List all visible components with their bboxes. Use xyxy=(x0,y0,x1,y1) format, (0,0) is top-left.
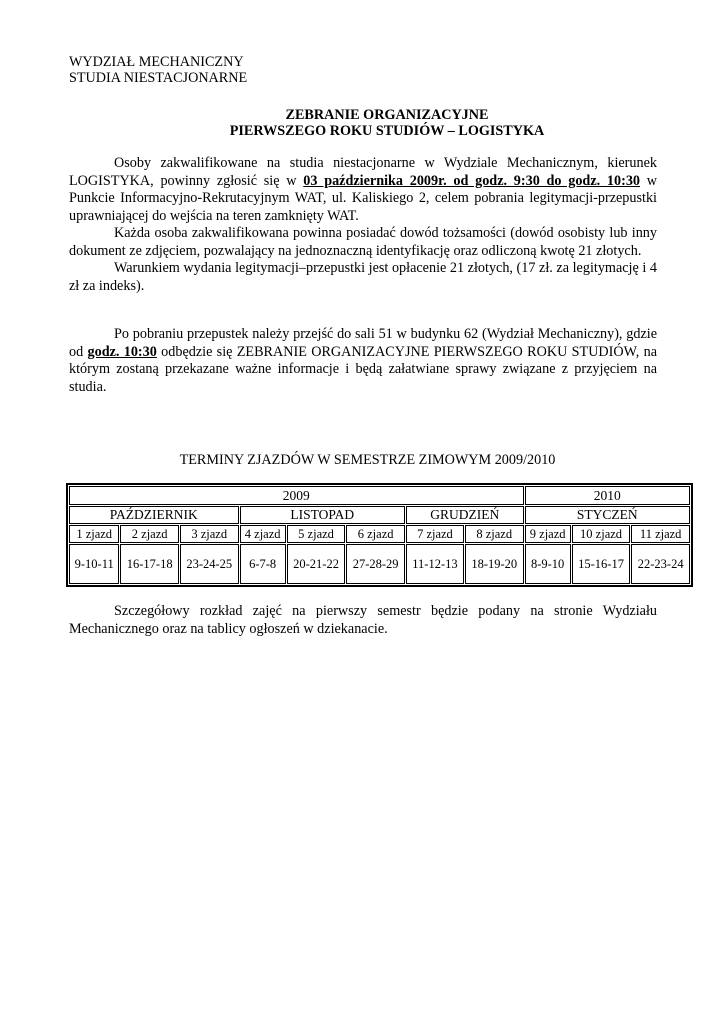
session-cell: 1 zjazd xyxy=(69,525,119,543)
month-cell: STYCZEŃ xyxy=(525,506,690,524)
month-cell: PAŹDZIERNIK xyxy=(69,506,239,524)
date-cell: 27-28-29 xyxy=(346,544,405,584)
date-cell: 16-17-18 xyxy=(120,544,179,584)
table-row-months xyxy=(69,506,690,524)
session-cell: 4 zjazd xyxy=(240,525,286,543)
paragraph-fee: Warunkiem wydania legitymacji–przepustki jest opłacenie 21 złotych, (17 zł. za legitymację i 4 zł za indeks). xyxy=(69,260,657,294)
month-cell: LISTOPAD xyxy=(240,506,405,524)
session-cell: 6 zjazd xyxy=(346,525,405,543)
footer-paragraph-wrap xyxy=(69,603,657,638)
document-title xyxy=(0,107,724,139)
session-cell: 7 zjazd xyxy=(406,525,464,543)
year-cell: 2010 xyxy=(525,486,690,505)
date-cell: 9-10-11 xyxy=(69,544,119,584)
month-cell: GRUDZIEŃ xyxy=(406,506,524,524)
paragraph-id-requirement: Każda osoba zakwalifikowana powinna posiadać dowód tożsamości (dowód osobisty lub inny dokument ze zdjęciem, pozwalający na jednoznaczną identyfikację oraz odliczoną kwotę 21 złotych. xyxy=(69,225,657,259)
paragraph-meeting: Po pobraniu przepustek należy przejść do sali 51 w budynku 62 (Wydział Mechaniczny), gdzie od godz. 10:30 odbędzie się ZEBRANIE ORGANIZACYJNE PIERWSZEGO ROKU STUDIÓW, na którym zostaną przekazane ważne informacje i będą załatwiane sprawy związane z przyjęciem na studia. xyxy=(69,326,657,395)
date-cell: 15-16-17 xyxy=(572,544,631,584)
study-mode: STUDIA NIESTACJONARNE xyxy=(69,70,248,86)
date-cell: 8-9-10 xyxy=(525,544,571,584)
schedule-table xyxy=(66,483,693,587)
year-cell: 2009 xyxy=(69,486,524,505)
meeting-paragraph-wrap xyxy=(69,326,657,396)
date-cell: 18-19-20 xyxy=(465,544,524,584)
date-cell: 11-12-13 xyxy=(406,544,464,584)
table-row-sessions xyxy=(69,525,690,543)
session-cell: 11 zjazd xyxy=(631,525,690,543)
table-row-dates xyxy=(69,544,690,584)
session-cell: 10 zjazd xyxy=(572,525,631,543)
date-cell: 22-23-24 xyxy=(631,544,690,584)
faculty-name: WYDZIAŁ MECHANICZNY xyxy=(69,54,244,70)
session-cell: 8 zjazd xyxy=(465,525,524,543)
table-row-years xyxy=(69,486,690,505)
date-cell: 6-7-8 xyxy=(240,544,286,584)
schedule-title: TERMINY ZJAZDÓW W SEMESTRZE ZIMOWYM 2009/2010 xyxy=(179,452,556,468)
paragraph-registration: Osoby zakwalifikowane na studia niestacjonarne w Wydziale Mechanicznym, kierunek LOGISTYKA, powinny zgłosić się w 03 października 2009r. od godz. 9:30 do godz. 10:30 w Punkcie Informacyjno-Rekrutacyjnym WAT, ul. Kaliskiego 2, celem pobrania legitymacji-przepustki uprawniającej do wejścia na teren zamknięty WAT. xyxy=(69,155,657,224)
paragraph-footer: Szczegółowy rozkład zajęć na pierwszy semestr będzie podany na stronie Wydziału Mechanicznego oraz na tablicy ogłoszeń w dziekanacie. xyxy=(69,603,657,637)
faculty-header xyxy=(69,54,247,86)
meeting-time: godz. 10:30 xyxy=(87,343,157,360)
session-cell: 9 zjazd xyxy=(525,525,571,543)
session-cell: 2 zjazd xyxy=(120,525,179,543)
date-cell: 23-24-25 xyxy=(180,544,239,584)
session-cell: 5 zjazd xyxy=(287,525,346,543)
session-cell: 3 zjazd xyxy=(180,525,239,543)
registration-date: 03 października 2009r. od godz. 9:30 do godz. 10:30 xyxy=(303,172,641,189)
title-line-2: PIERWSZEGO ROKU STUDIÓW – LOGISTYKA xyxy=(229,123,545,139)
intro-paragraphs xyxy=(69,155,657,295)
title-line-1: ZEBRANIE ORGANIZACYJNE xyxy=(285,107,489,123)
date-cell: 20-21-22 xyxy=(287,544,346,584)
